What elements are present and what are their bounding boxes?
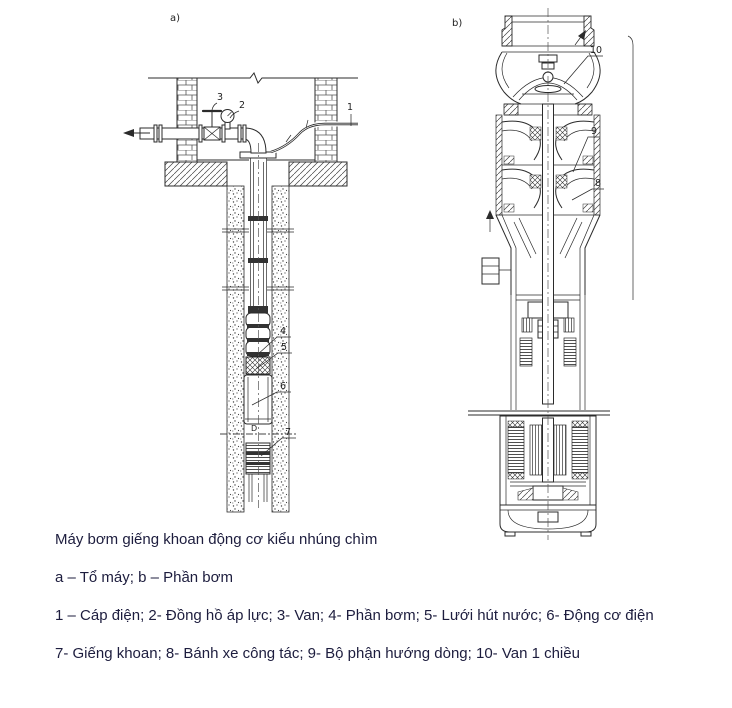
callout-6: 6 bbox=[280, 381, 287, 392]
well-screen bbox=[246, 443, 270, 474]
pit-wall-right bbox=[315, 78, 337, 162]
figure-b-label: b) bbox=[452, 18, 463, 29]
caption-subtitle: a – Tổ máy; b – Phần bơm bbox=[55, 569, 233, 586]
well-flange-plate bbox=[468, 411, 610, 415]
callout-10: 10 bbox=[590, 45, 603, 56]
tail-pipe bbox=[249, 474, 267, 502]
pump-bowls bbox=[246, 313, 270, 356]
callout-9: 9 bbox=[591, 126, 598, 137]
pipe-coupling bbox=[248, 258, 268, 263]
callout-4: 4 bbox=[280, 326, 287, 337]
callout-2: 2 bbox=[239, 100, 246, 111]
pipe-elbow bbox=[244, 128, 266, 153]
electric-motor bbox=[244, 375, 272, 424]
rotor-left bbox=[530, 425, 542, 475]
gate-valve bbox=[203, 111, 221, 140]
suction-strainer bbox=[246, 357, 270, 374]
inflow-arrow bbox=[486, 210, 494, 232]
caption-legend-line2: 7- Giếng khoan; 8- Bánh xe công tác; 9- Bộ phận hướng dòng; 10- Van 1 chiều bbox=[55, 645, 580, 662]
stator-winding-left bbox=[508, 427, 524, 473]
caption-legend-line1: 1 – Cáp điện; 2- Đồng hồ áp lực; 3- Van; 4- Phần bơm; 5- Lưới hút nước; 6- Động cơ điện bbox=[55, 607, 654, 624]
figure-caption bbox=[55, 521, 654, 673]
callout-5: 5 bbox=[281, 342, 288, 353]
suction-section bbox=[482, 210, 600, 295]
callout-8: 8 bbox=[595, 178, 602, 189]
pump-coupling bbox=[248, 306, 268, 313]
figure-a-assembly bbox=[123, 13, 358, 512]
pump-unit bbox=[244, 306, 272, 433]
stage-casing-left bbox=[496, 115, 502, 215]
pit-wall-left bbox=[177, 78, 197, 162]
figure-a-label: a) bbox=[170, 13, 181, 24]
diameter-mark: D bbox=[251, 424, 258, 433]
callout-1: 1 bbox=[347, 102, 354, 113]
caption-title: Máy bơm giếng khoan động cơ kiểu nhúng chìm bbox=[55, 531, 378, 548]
figure-b-assembly bbox=[452, 8, 633, 540]
pipe-coupling bbox=[248, 216, 268, 221]
callout-3: 3 bbox=[217, 92, 224, 103]
callout-7: 7 bbox=[285, 427, 292, 438]
cable-terminal-box bbox=[482, 258, 511, 284]
rotor-right bbox=[554, 425, 566, 475]
pump-cable-line bbox=[628, 36, 633, 300]
riser-pipe bbox=[248, 154, 268, 314]
stator-winding-right bbox=[572, 427, 588, 473]
